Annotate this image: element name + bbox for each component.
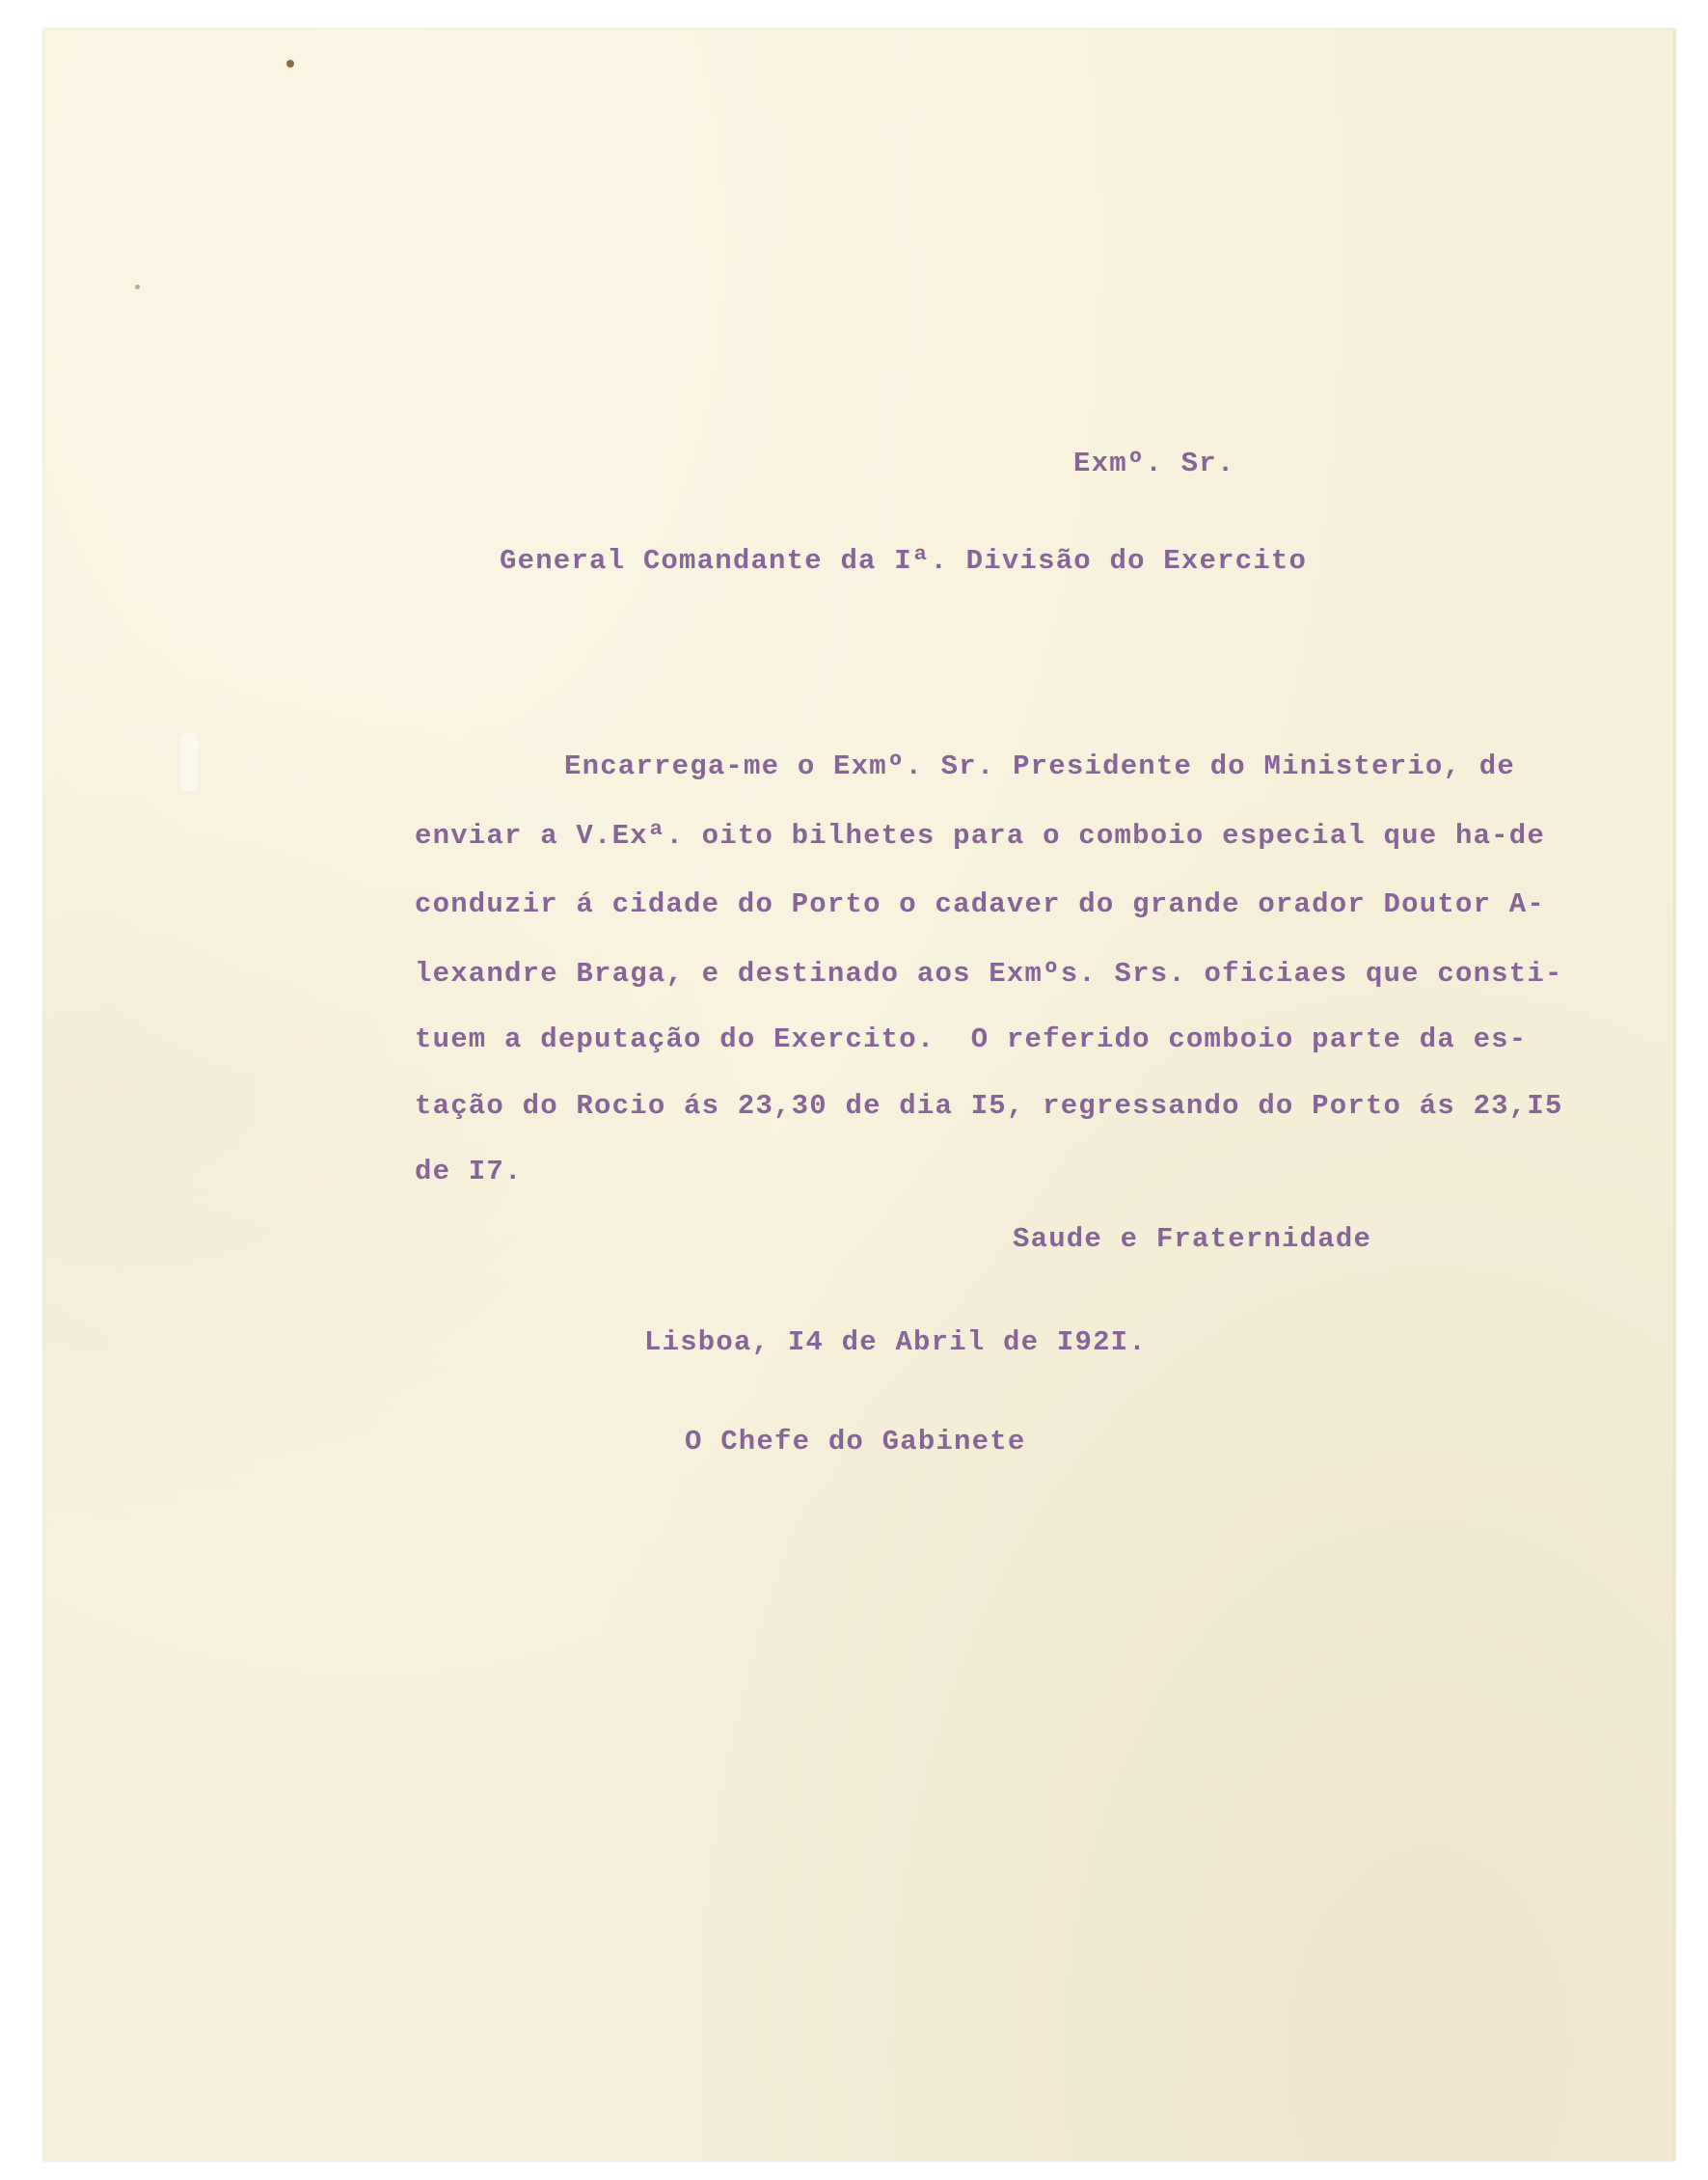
paper-tear: [180, 733, 198, 791]
body-line: tuem a deputação do Exercito. O referido comboio parte da es-: [415, 1023, 1528, 1055]
body-line: Encarrega-me o Exmº. Sr. Presidente do Ministerio, de: [564, 750, 1515, 782]
body-line: tação do Rocio ás 23,30 de dia I5, regressando do Porto ás 23,I5: [415, 1090, 1563, 1122]
place-date: Lisboa, I4 de Abril de I92I.: [644, 1326, 1147, 1358]
salutation: Exmº. Sr.: [1073, 448, 1235, 479]
body-line: conduzir á cidade do Porto o cadaver do grande orador Doutor A-: [415, 888, 1545, 920]
body-line: lexandre Braga, e destinado aos Exmºs. Srs. oficiaes que consti-: [415, 958, 1563, 990]
signature-title: O Chefe do Gabinete: [685, 1426, 1026, 1458]
body-line: de I7.: [415, 1156, 523, 1187]
addressee: General Comandante da Iª. Divisão do Exercito: [500, 545, 1308, 577]
paper-spot: [135, 285, 140, 289]
body-line: enviar a V.Exª. oito bilhetes para o comboio especial que ha-de: [415, 820, 1545, 852]
closing: Saude e Fraternidade: [1013, 1223, 1372, 1255]
paper-spot: [286, 60, 294, 68]
